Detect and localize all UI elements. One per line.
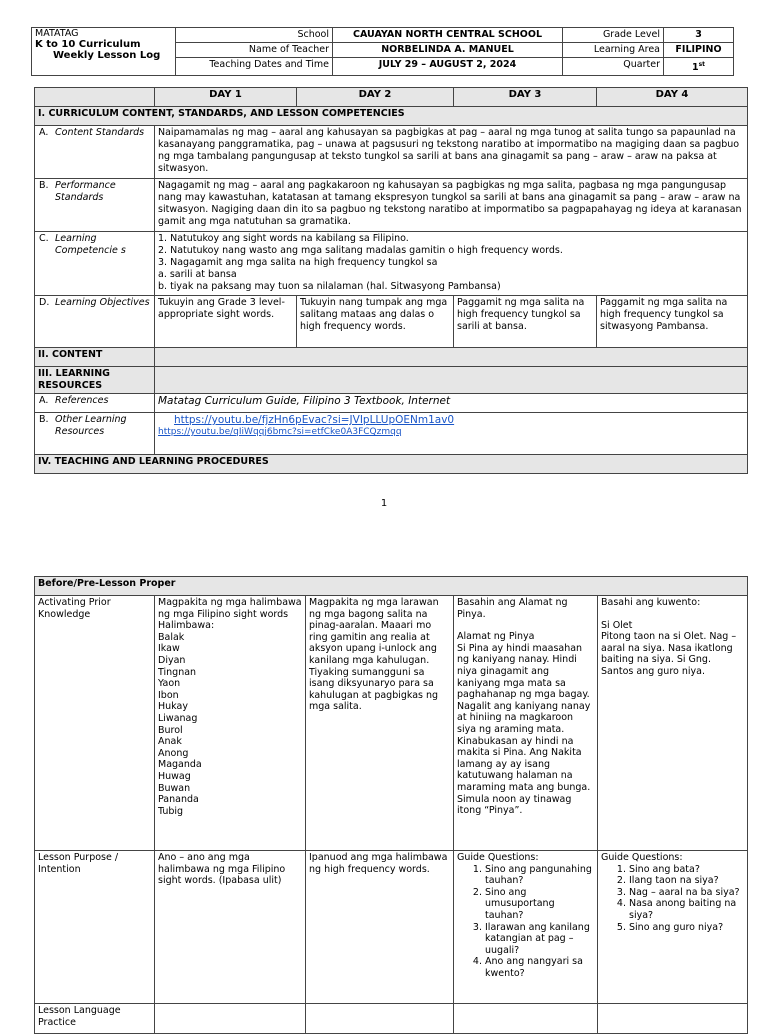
quarter-number: 1 xyxy=(691,62,699,74)
sight-word: Diyan xyxy=(158,654,186,666)
learning-competencies-label: C. Learning Competencie s xyxy=(35,232,155,296)
day1-halimbawa: Halimbawa: xyxy=(158,620,215,632)
lesson-language-label: Lesson Language Practice xyxy=(35,1004,155,1034)
resource-link-1[interactable]: https://youtu.be/fjzHn6pEvac?si=JVIpLLUpOENm1av0 xyxy=(174,414,455,426)
logo-line-matatag: MATATAG xyxy=(35,28,79,39)
sight-word: Huwag xyxy=(158,770,191,782)
learning-objectives-label: D. Learning Objectives xyxy=(35,296,155,348)
language-day-4 xyxy=(598,1004,748,1034)
section-resources-title: III. LEARNING RESOURCES xyxy=(35,367,155,394)
section-procedures-title: IV. TEACHING AND LEARNING PROCEDURES xyxy=(35,455,748,474)
sight-word: Balak xyxy=(158,631,185,643)
guide-questions-label: Guide Questions: xyxy=(601,852,683,863)
content-standards-text: Naipamamalas ng mag – aaral ang kahusayan sa pagbigkas at pag – aaral ng mga tunog at salita tungo sa papaunlad na kasanayang panggramatika, pag – unawa at pagsusuri ng tekstong naratibo at impormatibo na magiging daan sa pagbuo ng mga tambalang pangungusap at teksto tungkol sa sarili at bans ana ginagamit sa pang – araw – araw na paksa at sitwasyon. xyxy=(155,126,748,179)
sight-word: Ikaw xyxy=(158,643,180,655)
activating-day-2: Magpakita ng mga larawan ng mga bagong salita na pinag-aaralan. Maaari mo ring gamitin ang realia at aksyon upang i-unlock ang kanilang mga kahulugan. Tiyaking sumangguni sa isang diksyunaryo para sa kahulugan at pagbigkas ng mga salita. xyxy=(306,596,454,851)
sight-word: Anong xyxy=(158,747,189,759)
grade-level-label: Grade Level xyxy=(563,28,664,43)
pre-lesson-title: Before/Pre-Lesson Proper xyxy=(35,577,748,596)
objective-day-2: Tukuyin nang tumpak ang mga salitang mataas ang dalas o high frequency words. xyxy=(297,296,454,348)
sight-word: Anak xyxy=(158,736,182,748)
purpose-day-1: Ano – ano ang mga halimbawa ng mga Filipino sight words. (Ipabasa ulit) xyxy=(155,851,306,1004)
objective-day-4: Paggamit ng mga salita na high frequency tungkol sa sitwasyong Pambansa. xyxy=(597,296,748,348)
purpose-day-4 xyxy=(598,851,748,1004)
other-resources-label: B. Other Learning Resources xyxy=(35,413,155,455)
procedures-table xyxy=(34,576,748,1034)
day3-story: Si Pina ay hindi maasahan ng kaniyang nanay. Hindi niya ginagamit ang kaniyang mga mata sa paghahanap ng mga bagay. Nagalit ang kaniyang nanay at hiniing na magkaroon siya ng araming mata. Kinabukasan ay hindi na makita si Pina. Ang Nakita lamang ay ay isang katutuwang halaman na maraming mata ang bunga. Simula noon ay tinawag itong “Pinya”. xyxy=(457,642,591,817)
competency-line: 3. Nagagamit ang mga salita na high frequency tungkol sa xyxy=(158,257,438,268)
competency-line: 1. Natutukoy ang sight words na kabilang sa Filipino. xyxy=(158,233,409,244)
sight-word: Ibon xyxy=(158,689,179,701)
language-day-2 xyxy=(306,1004,454,1034)
references-label: A. References xyxy=(35,394,155,413)
activating-day-3 xyxy=(454,596,598,851)
learning-area-label: Learning Area xyxy=(563,43,664,58)
activating-day-4 xyxy=(598,596,748,851)
sight-word: Buwan xyxy=(158,782,191,794)
day4-story: Pitong taon na si Olet. Nag – aaral na siya. Nasa ikatlong baiting na siya. Si Gng. Santos ang guro niya. xyxy=(601,631,737,677)
sight-word: Maganda xyxy=(158,759,202,771)
sight-word: Tingnan xyxy=(158,666,197,678)
learning-area-value: FILIPINO xyxy=(664,43,734,58)
guide-question: 3. Nag – aaral na ba siya? xyxy=(629,887,744,899)
quarter-value xyxy=(664,58,734,76)
section-content-title: II. CONTENT xyxy=(35,348,155,367)
sight-word: Yaon xyxy=(158,678,181,690)
resources-value xyxy=(155,367,748,394)
performance-standards-label: B. Performance Standards xyxy=(35,179,155,232)
performance-standards-text: Nagagamit ng mag – aaral ang pagkakaroon ng kahusayan sa pagbigkas ng mga salita, pagbasa ng mga pangungusap nang may kawastuhan, katatasan at tamang ekspresyon tungkol sa sarili at bans ana ginagamit sa pang – araw – araw na sitwasyon. Nagiging daan din ito sa pagbuo ng tekstong naratibo at impormatibo sa pagpapahayag ng ideya at karanasan gamit ang mga natutuhan sa gramatika. xyxy=(155,179,748,232)
guide-question: 2. Sino ang umusuportang tauhan? xyxy=(485,887,594,922)
activating-knowledge-label: Activating Prior Knowledge xyxy=(35,596,155,851)
quarter-ordinal: st xyxy=(698,61,706,68)
competency-line: 2. Natutukoy nang wasto ang mga salitang madalas gamitin o high frequency words. xyxy=(158,245,563,256)
teaching-dates-label: Teaching Dates and Time xyxy=(176,58,333,76)
day3-intro: Basahin ang Alamat ng Pinya. xyxy=(457,597,568,620)
learning-competencies-text xyxy=(155,232,748,296)
guide-question: 1. Sino ang bata? xyxy=(629,864,744,876)
sight-word: Liwanag xyxy=(158,712,198,724)
curriculum-table xyxy=(34,87,748,474)
lesson-purpose-label: Lesson Purpose / Intention xyxy=(35,851,155,1004)
guide-question: 4. Ano ang nangyari sa kwento? xyxy=(485,956,594,979)
purpose-day-2: Ipanuod ang mga halimbawa ng high frequency words. xyxy=(306,851,454,1004)
language-day-3 xyxy=(454,1004,598,1034)
day3-question-list xyxy=(457,864,594,980)
day4-story-title: Si Olet xyxy=(601,619,633,631)
lesson-log-header xyxy=(31,27,734,76)
school-value: CAUAYAN NORTH CENTRAL SCHOOL xyxy=(333,28,563,43)
quarter-label: Quarter xyxy=(563,58,664,76)
guide-question: 2. Ilang taon na siya? xyxy=(629,875,744,887)
grade-level-value: 3 xyxy=(664,28,734,43)
day-header-3: DAY 3 xyxy=(454,88,597,107)
logo-line-weekly-log: Weekly Lesson Log xyxy=(53,50,161,61)
day-header-blank xyxy=(35,88,155,107)
logo-line-curriculum: K to 10 Curriculum xyxy=(35,39,141,50)
teacher-value: NORBELINDA A. MANUEL xyxy=(333,43,563,58)
day4-question-list xyxy=(601,864,744,934)
page-number: 1 xyxy=(380,498,388,509)
references-text: Matatag Curriculum Guide, Filipino 3 Textbook, Internet xyxy=(155,394,748,413)
guide-question: 4. Nasa anong baiting na siya? xyxy=(629,898,744,921)
language-day-1 xyxy=(155,1004,306,1034)
day-header-2: DAY 2 xyxy=(297,88,454,107)
resource-link-2[interactable]: https://youtu.be/qIiWqqj6bmc?si=etfCke0A3FCQzmqq xyxy=(158,427,402,437)
activating-day-1 xyxy=(155,596,306,851)
day-header-4: DAY 4 xyxy=(597,88,748,107)
guide-question: 3. Ilarawan ang kanilang katangian at pag – uugali? xyxy=(485,922,594,957)
objective-day-1: Tukuyin ang Grade 3 level- appropriate sight words. xyxy=(155,296,297,348)
matatag-logo-cell xyxy=(32,28,176,76)
teacher-label: Name of Teacher xyxy=(176,43,333,58)
objective-day-3: Paggamit ng mga salita na high frequency tungkol sa sarili at bansa. xyxy=(454,296,597,348)
school-label: School xyxy=(176,28,333,43)
day3-story-title: Alamat ng Pinya xyxy=(457,631,535,643)
competency-line: a. sarili at bansa xyxy=(158,269,237,280)
day4-intro: Basahi ang kuwento: xyxy=(601,597,701,608)
teaching-dates-value: JULY 29 – AUGUST 2, 2024 xyxy=(333,58,563,76)
guide-questions-label: Guide Questions: xyxy=(457,852,539,863)
competency-line: b. tiyak na paksang may tuon sa nilalaman (hal. Sitwasyong Pambansa) xyxy=(158,281,501,292)
sight-word: Hukay xyxy=(158,701,188,713)
sight-word: Tubig xyxy=(158,805,184,817)
day1-intro: Magpakita ng mga halimbawa ng mga Filipino sight words xyxy=(158,597,302,620)
sight-word: Pananda xyxy=(158,794,199,806)
guide-question: 5. Sino ang guro niya? xyxy=(629,922,744,934)
content-value xyxy=(155,348,748,367)
section-curriculum-title: I. CURRICULUM CONTENT, STANDARDS, AND LESSON COMPETENCIES xyxy=(35,107,748,126)
guide-question: 1. Sino ang pangunahing tauhan? xyxy=(485,864,594,887)
content-standards-label: A. Content Standards xyxy=(35,126,155,179)
purpose-day-3 xyxy=(454,851,598,1004)
sight-word: Burol xyxy=(158,724,183,736)
other-resources-links xyxy=(155,413,748,455)
day-header-1: DAY 1 xyxy=(155,88,297,107)
